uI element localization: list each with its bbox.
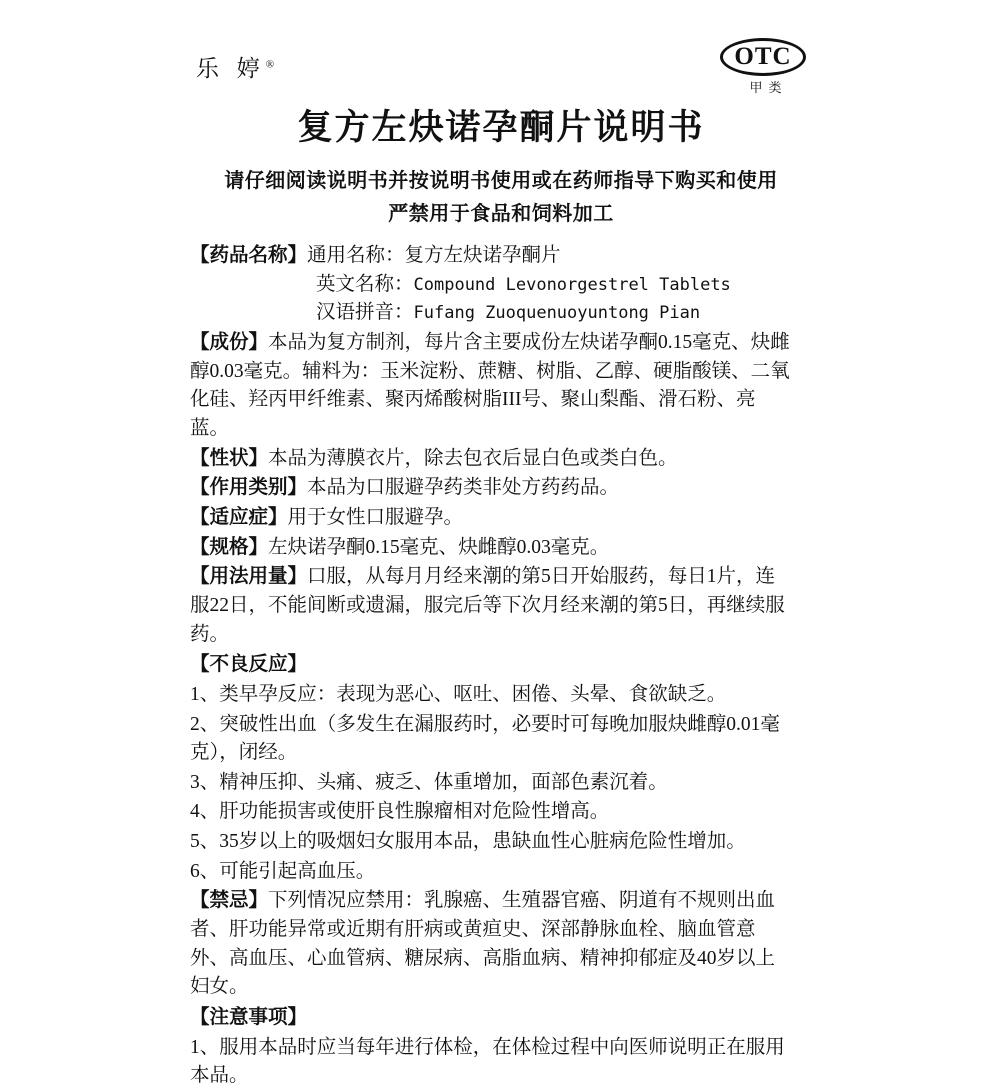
english-name-key: 英文名称： — [316, 273, 414, 295]
otc-class-label: 甲类 — [749, 80, 788, 95]
adverse-item: 1、类早孕反应：表现为恶心、呕吐、困倦、头晕、食欲缺乏。 — [190, 683, 727, 705]
properties-text: 本品为薄膜衣片，除去包衣后显白色或类白色。 — [268, 447, 678, 469]
section-category — [190, 474, 790, 503]
properties-label: 【性状】 — [190, 447, 269, 469]
section-dosage — [190, 563, 790, 649]
otc-badge — [720, 38, 812, 96]
english-name-value: Compound Levonorgestrel Tablets — [413, 274, 731, 295]
section-contraindications — [190, 887, 790, 1002]
section-indications — [190, 504, 790, 533]
leaflet-content — [0, 242, 1002, 1091]
subtitle-line-2: 严禁用于食品和饲料加工 — [388, 203, 614, 225]
contraindications-text: 下列情况应禁用：乳腺癌、生殖器官癌、阴道有不规则出血者、肝功能异常或近期有肝病或黄疸史、深部静脉血栓、脑血管意外、高血压、心血管病、糖尿病、高脂血病、精神抑郁症及40岁以上妇女。 — [190, 890, 776, 998]
category-text: 本品为口服避孕药类非处方药药品。 — [307, 477, 620, 499]
contraindications-label: 【禁忌】 — [190, 890, 269, 912]
precautions-label: 【注意事项】 — [190, 1007, 308, 1029]
subtitle-line-1: 请仔细阅读说明书并按说明书使用或在药师指导下购买和使用 — [224, 170, 778, 192]
section-adverse-reactions — [190, 651, 790, 886]
precautions-item: 1、服用本品时应当每年进行体检，在体检过程中向医师说明正在服用本品。 — [190, 1036, 785, 1087]
pinyin-name-key: 汉语拼音： — [316, 302, 414, 324]
adverse-item: 2、突破性出血（多发生在漏服药时，必要时可每晚加服炔雌醇0.01毫克），闭经。 — [190, 713, 780, 764]
category-label: 【作用类别】 — [190, 477, 308, 499]
section-properties — [190, 445, 790, 474]
indications-label: 【适应症】 — [190, 506, 288, 528]
section-drug-name — [190, 242, 790, 328]
adverse-label: 【不良反应】 — [190, 654, 308, 676]
section-ingredients — [190, 329, 790, 444]
pinyin-name-value: Fufang Zuoquenuoyuntong Pian — [413, 303, 701, 324]
adverse-item: 4、肝功能损害或使肝良性腺瘤相对危险性增高。 — [190, 801, 610, 823]
adverse-item: 5、35岁以上的吸烟妇女服用本品，患缺血性心脏病危险性增加。 — [190, 831, 746, 853]
otc-oval-icon — [720, 38, 806, 76]
adverse-item: 3、精神压抑、头痛、疲乏、体重增加，面部色素沉着。 — [190, 771, 668, 793]
dosage-label: 【用法用量】 — [190, 566, 308, 588]
brand-logo — [196, 50, 274, 83]
page-title: 复方左炔诺孕酮片说明书 — [297, 108, 705, 147]
otc-label: OTC — [734, 43, 792, 70]
brand-name: 乐 婷 — [196, 56, 266, 81]
ingredients-label: 【成份】 — [190, 331, 269, 353]
adverse-item: 6、可能引起高血压。 — [190, 860, 376, 882]
common-name-value: 复方左炔诺孕酮片 — [404, 245, 561, 266]
dosage-text: 口服，从每月月经来潮的第5日开始服药，每日1片，连服22日，不能间断或遗漏，服完后等下次月经来潮的第5日，再继续服药。 — [190, 566, 785, 645]
indications-text: 用于女性口服避孕。 — [287, 506, 464, 528]
section-specification — [190, 534, 790, 563]
drug-name-label: 【药品名称】 — [190, 245, 308, 266]
specification-label: 【规格】 — [190, 536, 269, 558]
common-name-key: 通用名称： — [307, 245, 405, 266]
registered-trademark-icon: ® — [265, 58, 275, 71]
specification-text: 左炔诺孕酮0.15毫克、炔雌醇0.03毫克。 — [268, 536, 610, 558]
document-header — [0, 34, 1002, 96]
ingredients-text: 本品为复方制剂，每片含主要成份左炔诺孕酮0.15毫克、炔雌醇0.03毫克。辅料为：玉米淀粉、蔗糖、树脂、乙醇、硬脂酸镁、二氧化硅、羟丙甲纤维素、聚丙烯酸树脂III号、聚山梨酯、滑石粉、亮蓝。 — [190, 331, 790, 439]
section-precautions — [190, 1004, 790, 1091]
